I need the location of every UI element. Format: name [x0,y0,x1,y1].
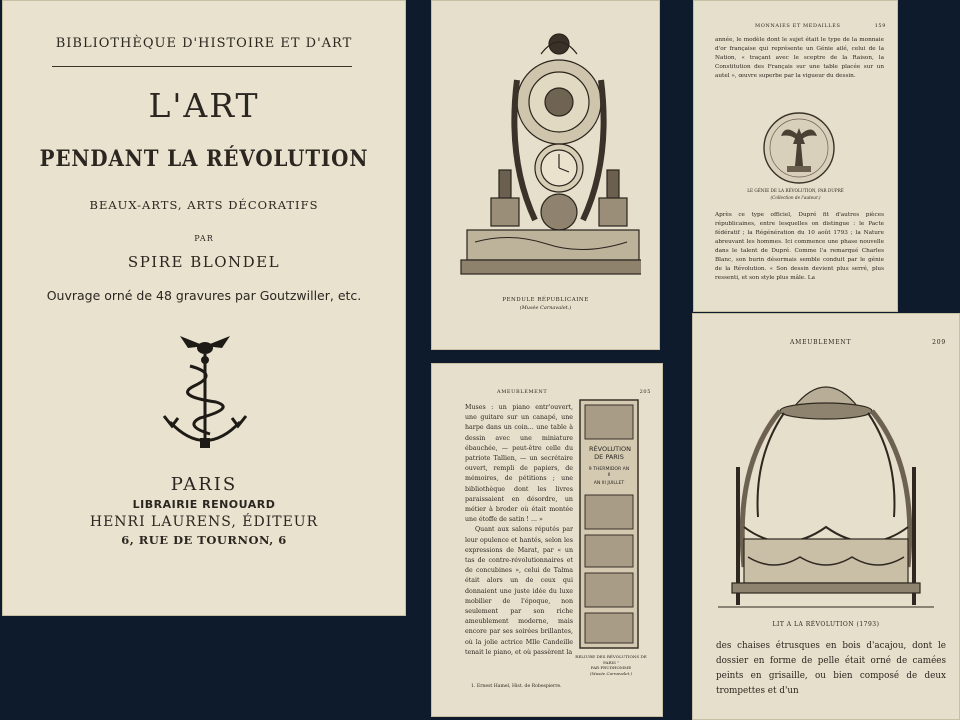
library-name: LIBRAIRIE RENOUARD [132,498,276,511]
bed-page [692,313,960,720]
publisher-address: 6, RUE DE TOURNON, 6 [121,533,287,547]
publisher-name: HENRI LAURENS, ÉDITEUR [89,514,319,530]
book-spine-icon [579,399,639,649]
clock-plate-page [431,0,660,350]
medal-page [693,0,898,312]
publication-city: PARIS [170,474,238,495]
header-title: AMEUBLEMENT [497,389,548,395]
medal-caption: LE GÉNIE DE LA RÉVOLUTION, PAR DUPRÉ [747,188,844,193]
page-number: 159 [874,23,886,29]
author-name: SPIRE BLONDEL [127,253,281,271]
republican-clock-engraving-icon [451,20,641,290]
bed-caption: LIT A LA RÉVOLUTION (1793) [772,621,880,628]
caption-line: RELIURE DES RÉVOLUTIONS DE PARIS ¹ [575,654,647,665]
medal-text-bottom: Après ce type officiel, Dupré fit d'autres pièces républicaines, entre lesquelles on distingue : le Pacte fédératif ; la Régénération du 10 août 1793 ; la Nature abreuvant les hommes. Ici commence une phase nouvelle dans le talent de Dupré. Comme l'a remarqué Charles Blanc, son burin désormais semble conduit par le génie de la Révolution. « Son dessin devient plus serré, plus ressenti, et son style plus mâle. La [715,212,884,281]
title-rule [52,66,352,67]
binding-engraving [579,399,639,649]
header-title: MONNAIES ET MEDAILLES [755,23,841,29]
illustrations-note: Ouvrage orné de 48 gravures par Goutzwiller, etc. [46,288,362,303]
paragraph: Muses : un piano entr'ouvert, une guitare sur un canapé, une harpe dans un coin... une table à dessin avec une miniature ébauchée, — peut-être celle du patriote Tallien, — un secrétaire ouvert, rempli de papiers, de mémoires, de pétitions ; une bibliothèque dont les livres paraissaient en désordre, un métier à broder où était montée une étoffe de satin ! ... » [465,404,573,524]
caption-line: (Musée Carnavalet.) [589,670,633,676]
page-number: 205 [639,389,651,395]
medal-text-top: année, le modèle dont le sujet était le type de la monnaie d'or française qui représente un Génie ailé, celui de la Nation, « traçant avec le sceptre de la Raison, la Constitution des Français sur une table placée sur un autel », œuvre superbe par la vigueur du dessin. [715,37,884,79]
binding-caption [575,654,647,676]
page-header [497,389,651,395]
clock-source: (Musée Carnavalet.) [519,305,572,311]
book-title-line1: L'ART [148,86,260,125]
anchor-serpent-emblem-icon [160,334,250,454]
spine-label-1: RÉVOLUTION DE PARIS [589,445,631,461]
series-title: BIBLIOTHÈQUE D'HISTOIRE ET D'ART [55,36,353,51]
header-title: AMEUBLEMENT [790,339,852,346]
spine-label-2: 9 THERMIDOR AN II [588,467,630,478]
medal-source: (Collection de l'auteur.) [770,195,821,200]
binding-page [431,363,663,717]
footnote: 1. Ernest Hamel, Hist. de Robespierre. [471,684,562,689]
caption-line: PAR PRUDHOMME [590,665,632,671]
book-title-line2: PENDANT LA RÉVOLUTION [39,146,369,172]
paragraph: Quant aux salons réputés par leur opulence et hantés, selon les expressions de Marat, par « un tas de contre-révolutionnaires et de concubines », celui de Talma était alors un de ceux qui donnaient une juste idée du luxe mobilier de l'époque, non seulement par son riche ameublement moderne, mais encore par ses soirées brillantes, où la jolie actrice Mlle Candeille tenait le piano, et où passèrent la [465,526,573,656]
binding-text [465,403,573,658]
by-label: PAR [194,234,214,243]
clock-caption: PENDULE RÉPUBLICAINE [502,297,589,303]
title-page [2,0,406,616]
page-number: 209 [932,339,946,346]
revolution-bed-engraving-icon [714,367,938,615]
bed-text: des chaises étrusques en bois d'acajou, dont le dossier en forme de pelle était orné de camées peints en grisaille, ou bien composé de deux trompettes et d'un [716,641,946,696]
book-subtitle: BEAUX-ARTS, ARTS DÉCORATIFS [89,198,319,212]
genius-medal-icon [757,110,841,186]
spine-label-3: AN III JUILLET [593,481,625,486]
